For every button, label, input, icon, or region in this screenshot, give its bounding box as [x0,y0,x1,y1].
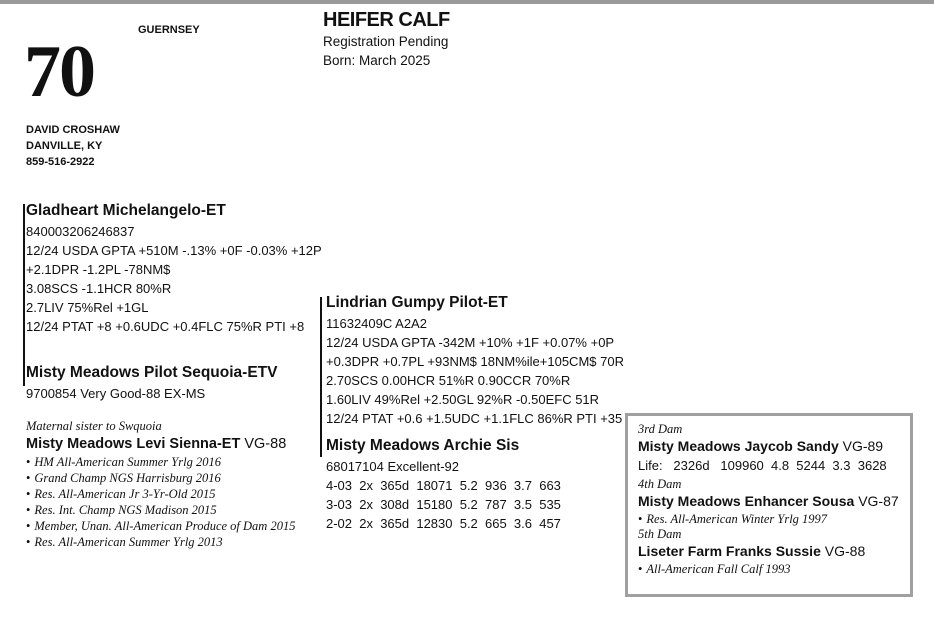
dams-sire-block [326,292,624,428]
lot-number: 70 [24,31,94,113]
fifth-dam-label: 5th Dam [638,527,682,541]
sire-block [26,200,322,336]
sire-name: Gladheart Michelangelo-ET [26,202,226,219]
sire-line: 3.08SCS -1.1HCR 80%R [26,281,172,296]
animal-title: HEIFER CALF [323,9,450,31]
dam-name: Misty Meadows Pilot Sequoia-ETV [26,364,278,381]
breed-label: GUERNSEY [138,24,200,36]
granddam-classification: 68017104 Excellent-92 [326,459,459,474]
sire-line: +2.1DPR -1.2PL -78NM$ [26,262,171,277]
maternal-sister-block [26,418,295,550]
honor-item: • Res. All-American Jr 3-Yr-Old 2015 [26,486,295,502]
fourth-dam-label: 4th Dam [638,477,682,491]
pedigree-bracket-left [23,204,25,386]
top-border [0,0,934,4]
honor-item: • Grand Champ NGS Harrisburg 2016 [26,470,295,486]
further-dams-box [625,413,913,597]
production-record: 2-02 2x 365d 12830 5.2 665 3.6 457 [326,516,561,531]
fourth-dam-classification: VG-87 [858,493,899,509]
granddam-name: Misty Meadows Archie Sis [326,437,520,454]
birth-date: Born: March 2025 [323,53,431,68]
granddam-block [326,435,561,533]
dam-classification: 9700854 Very Good-88 EX-MS [26,386,206,401]
maternal-sister-note: Maternal sister to Swquoia [26,419,162,433]
fourth-dam-name [638,491,900,511]
dams-sire-line: 2.70SCS 0.00HCR 51%R 0.90CCR 70%R [326,373,571,388]
consignor-phone: 859-516-2922 [26,156,95,168]
sire-line: 12/24 USDA GPTA +510M -.13% +0F -0.03% +12P [26,243,322,258]
maternal-sister-classification: VG-88 [244,436,287,452]
sire-line: 840003206246837 [26,224,135,239]
sire-line: 12/24 PTAT +8 +0.6UDC +0.4FLC 75%R PTI +8 [26,319,305,334]
maternal-sister-name [26,434,295,454]
animal-header [323,8,450,70]
dams-sire-line: 12/24 USDA GPTA -342M +10% +1F +0.07% +0P [326,335,615,350]
third-dam-name-text: Misty Meadows Jaycob Sandy [638,438,839,454]
dams-sire-line: 1.60LIV 49%Rel +2.50GL 92%R -0.50EFC 51R [326,392,600,407]
fifth-dam-name [638,541,900,561]
consignor-location: DANVILLE, KY [26,140,103,152]
honor-item: • Member, Unan. All-American Produce of Dam 2015 [26,518,295,534]
honor-item: • HM All-American Summer Yrlg 2016 [26,454,295,470]
fourth-dam-honor: • Res. All-American Winter Yrlg 1997 [638,511,900,527]
production-record: 3-03 2x 308d 15180 5.2 787 3.5 535 [326,497,561,512]
third-dam-classification: VG-89 [842,438,884,454]
consignor-info [26,122,120,170]
dams-sire-line: 12/24 PTAT +0.6 +1.5UDC +1.1FLC 86%R PTI +35 [326,411,623,426]
dams-sire-line: +0.3DPR +0.7PL +93NM$ 18NM%ile+105CM$ 70R [326,354,624,369]
maternal-sister-name-text: Misty Meadows Levi Sienna-ET [26,436,241,452]
honor-item: • Res. Int. Champ NGS Madison 2015 [26,502,295,518]
honor-item: • Res. All-American Summer Yrlg 2013 [26,534,295,550]
third-dam-label: 3rd Dam [638,422,683,436]
pedigree-bracket-middle [320,297,322,457]
fourth-dam-name-text: Misty Meadows Enhancer Sousa [638,493,855,509]
dams-sire-line: 11632409C A2A2 [326,316,427,331]
dams-sire-name: Lindrian Gumpy Pilot-ET [326,294,508,311]
third-dam-life-record: Life: 2326d 109960 4.8 5244 3.3 3628 [638,458,887,473]
sire-line: 2.7LIV 75%Rel +1GL [26,300,149,315]
dam-block [26,362,277,403]
fifth-dam-name-text: Liseter Farm Franks Sussie [638,543,821,559]
fifth-dam-classification: VG-88 [824,543,866,559]
fifth-dam-honor: • All-American Fall Calf 1993 [638,561,900,577]
third-dam-name [638,436,900,456]
consignor-name: DAVID CROSHAW [26,124,120,136]
production-record: 4-03 2x 365d 18071 5.2 936 3.7 663 [326,478,561,493]
registration-status: Registration Pending [323,34,449,49]
